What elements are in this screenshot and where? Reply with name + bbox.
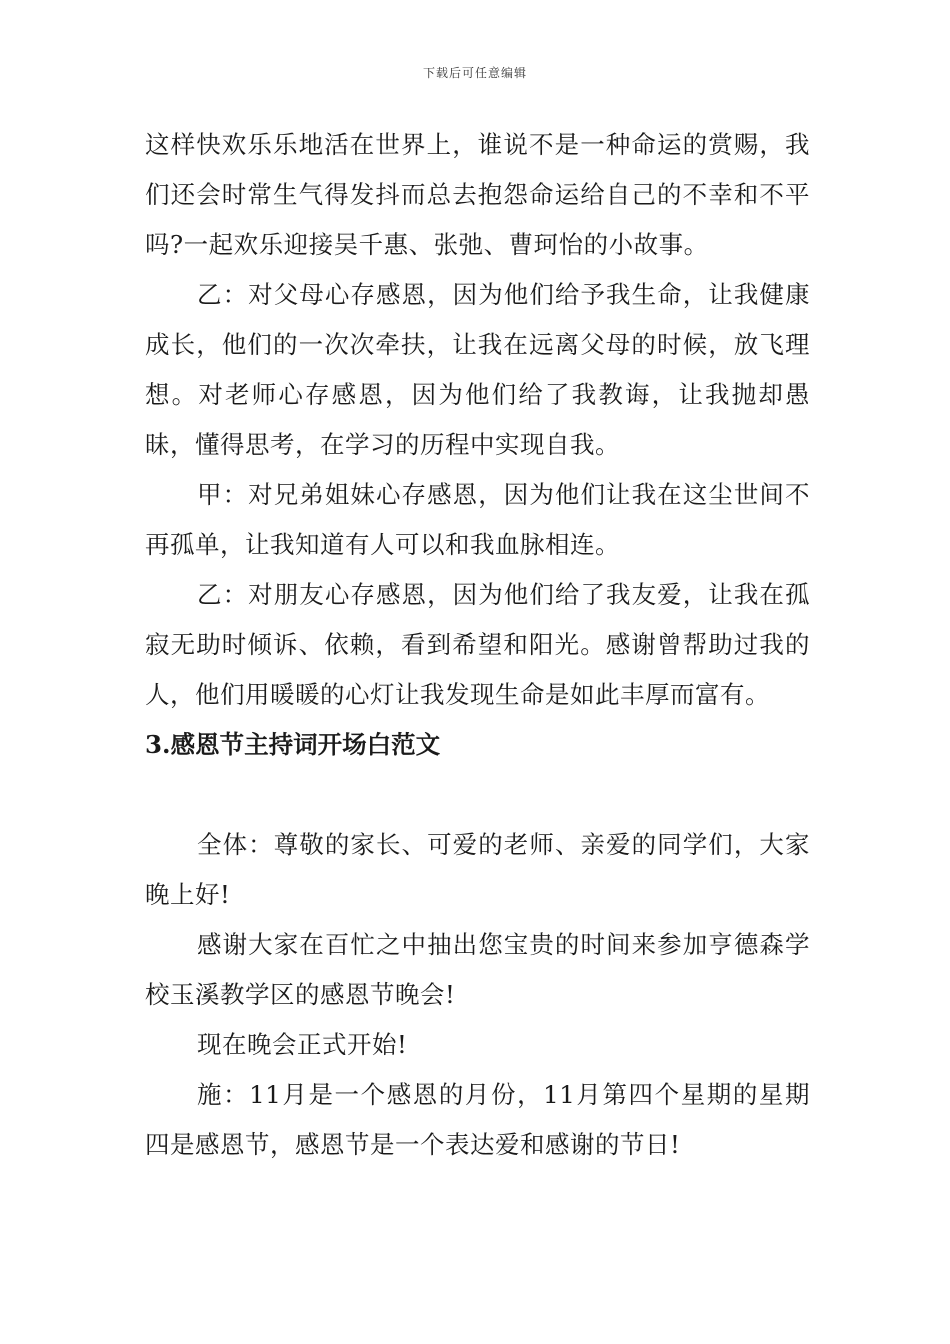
paragraph: 甲：对兄弟姐妹心存感恩，因为他们让我在这尘世间不再孤单，让我知道有人可以和我血脉相连。 (145, 480, 810, 559)
paragraph: 这样快欢乐乐地活在世界上，谁说不是一种命运的赏赐，我们还会时常生气得发抖而总去抱怨命运给自己的不幸和不平吗?一起欢乐迎接吴千惠、张弛、曹珂怡的小故事。 (145, 130, 810, 259)
paragraph: 施：11月是一个感恩的月份，11月第四个星期的星期四是感恩节，感恩节是一个表达爱和感谢的节日! (145, 1080, 810, 1159)
paragraph: 现在晚会正式开始! (197, 1030, 408, 1059)
section-spacer (145, 770, 810, 820)
paragraph: 乙：对父母心存感恩，因为他们给予我生命，让我健康成长，他们的一次次牵扶，让我在远离父母的时候，放飞理想。对老师心存感恩，因为他们给了我教诲，让我抛却愚昧，懂得思考，在学习的历程中实现自我。 (145, 280, 810, 459)
paragraph: 全体：尊敬的家长、可爱的老师、亲爱的同学们，大家晚上好! (145, 830, 810, 909)
section-heading: 3.感恩节主持词开场白范文 (145, 730, 441, 759)
page-header-note: 下载后可任意编辑 (422, 66, 527, 80)
paragraph: 感谢大家在百忙之中抽出您宝贵的时间来参加亨德森学校玉溪教学区的感恩节晚会! (145, 930, 810, 1009)
paragraph: 乙：对朋友心存感恩，因为他们给了我友爱，让我在孤寂无助时倾诉、依赖，看到希望和阳光。感谢曾帮助过我的人，他们用暖暖的心灯让我发现生命是如此丰厚而富有。 (145, 580, 810, 709)
document-body (145, 120, 810, 1170)
